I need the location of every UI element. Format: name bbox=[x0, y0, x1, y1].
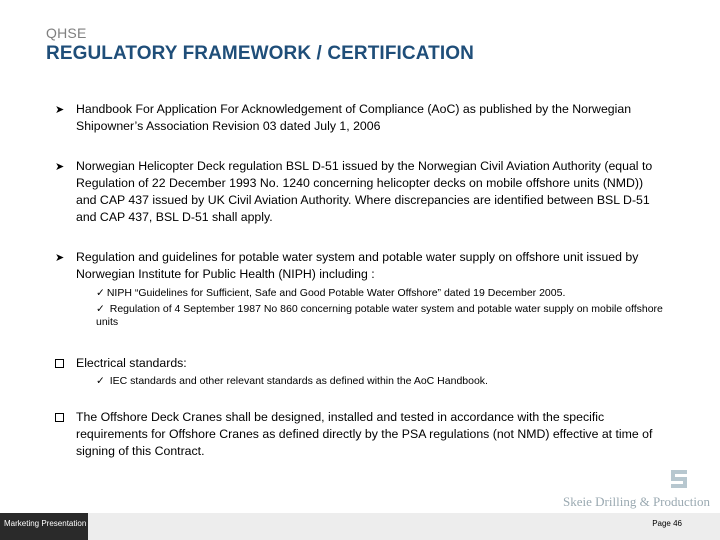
list-item-text: The Offshore Deck Cranes shall be designed, installed and tested in accordance with the specific requirements for Offshore Cranes as defined directly by the PSA regulations (not NMD) effective at time of signing of this Contract. bbox=[76, 410, 653, 458]
arrow-icon bbox=[55, 249, 69, 267]
page-number: Page 46 bbox=[652, 519, 682, 528]
logo-mark-icon bbox=[671, 470, 687, 488]
sub-list-item-text: IEC standards and other relevant standards as defined within the AoC Handbook. bbox=[106, 375, 488, 387]
sub-list-item bbox=[96, 375, 676, 388]
company-logo bbox=[538, 470, 710, 510]
square-icon bbox=[55, 413, 64, 422]
check-icon bbox=[96, 287, 107, 299]
check-icon bbox=[96, 303, 107, 315]
sub-list-item-text: NIPH “Guidelines for Sufficient, Safe and Good Potable Water Offshore” dated 19 December 2005. bbox=[106, 287, 566, 299]
section-label: QHSE bbox=[46, 25, 87, 41]
arrow-icon bbox=[55, 101, 69, 119]
list-item-text: Handbook For Application For Acknowledgement of Compliance (AoC) as published by the Norwegian Shipowner’s Association Revision 03 dated July 1, 2006 bbox=[76, 102, 632, 133]
footer-presentation-label: Marketing Presentation bbox=[4, 519, 87, 528]
footer-left-block bbox=[0, 513, 88, 540]
check-icon bbox=[96, 375, 107, 387]
list-item-text: Norwegian Helicopter Deck regulation BSL D-51 issued by the Norwegian Civil Aviation Authority (equal to Regulation of 22 December 1993 No. 1240 concerning helicopter decks on mobile offshore units (NMD)) and CAP 437 issued by UK Civil Aviation Authority. Where discrepancies are identified between BSL D-51 and CAP 437, BSL D-51 shall apply. bbox=[76, 159, 653, 224]
list-item-text: Electrical standards: bbox=[76, 356, 187, 370]
sub-list-item bbox=[96, 287, 676, 300]
square-icon bbox=[55, 359, 64, 368]
sub-list-item bbox=[96, 303, 676, 329]
logo-text: Skeie Drilling & Production bbox=[563, 494, 710, 509]
arrow-icon bbox=[55, 158, 69, 176]
list-item-text: Regulation and guidelines for potable water system and potable water supply on offshore unit issued by Norwegian Institute for Public Health (NIPH) including : bbox=[76, 250, 639, 281]
footer-bar bbox=[0, 513, 720, 540]
page-title: REGULATORY FRAMEWORK / CERTIFICATION bbox=[46, 43, 474, 64]
sub-list-item-text: Regulation of 4 September 1987 No 860 concerning potable water system and potable water supply on mobile offshore units bbox=[96, 303, 663, 328]
